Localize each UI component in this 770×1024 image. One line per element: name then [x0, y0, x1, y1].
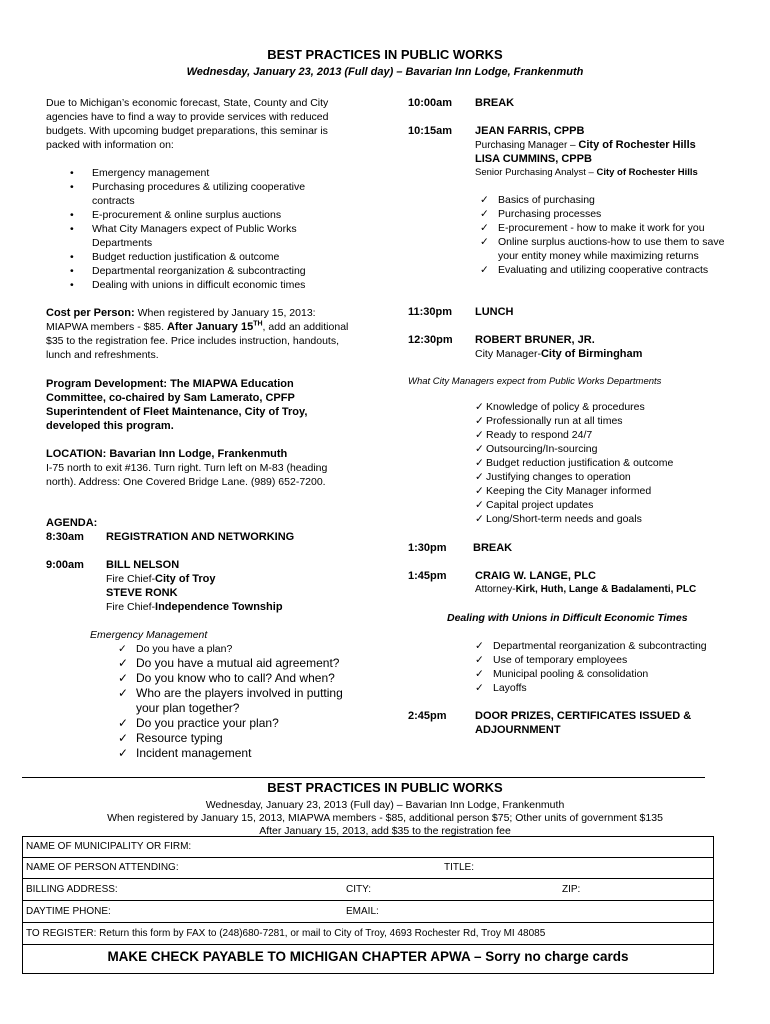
- city-managers-item: ✓ Keeping the City Manager informed: [475, 484, 735, 498]
- unions-list: [470, 639, 730, 695]
- cut-line: [22, 777, 705, 778]
- speaker-title: Senior Purchasing Analyst – City of Rochester Hills: [475, 167, 698, 178]
- event-subtitle: Wednesday, January 23, 2013 (Full day) – Bavarian Inn Lodge, Frankenmuth: [186, 66, 584, 78]
- topic-item: • Budget reduction justification & outcome: [46, 250, 336, 264]
- speaker-name: ROBERT BRUNER, JR.: [475, 334, 595, 346]
- cost-paragraph: [46, 306, 356, 362]
- cost-text-2: , add an additional $35 to the registration fee. Price includes instruction, handouts, lunch and refreshments.: [46, 321, 349, 361]
- speaker-name: JEAN FARRIS, CPPB: [475, 125, 585, 137]
- topics-list: [46, 166, 336, 292]
- purchasing-item: ✓ Basics of purchasing: [475, 193, 725, 207]
- emergency-item: ✓ Resource typing: [113, 731, 368, 746]
- topic-item: • E-procurement & online surplus auctions: [46, 208, 336, 222]
- speaker-name: CRAIG W. LANGE, PLC: [475, 570, 596, 582]
- municipality-row[interactable]: [22, 837, 714, 858]
- topic-item: • Purchasing procedures & utilizing cooperative contracts: [46, 180, 336, 208]
- registration-networking: REGISTRATION AND NETWORKING: [106, 531, 295, 543]
- city-managers-item: ✓ Professionally run at all times: [475, 414, 735, 428]
- intro-paragraph: Due to Michigan’s economic forecast, State, County and City agencies have to find a way to provide services with reduced budgets. With upcoming budget preparations, this seminar is packed with information on:: [46, 97, 329, 151]
- speaker-title: Fire Chief-City of Troy: [106, 573, 216, 585]
- purchasing-list: [475, 193, 725, 277]
- speaker-title: Purchasing Manager – City of Rochester Hills: [475, 139, 696, 151]
- unions-section-title: Dealing with Unions in Difficult Economic Times: [447, 612, 688, 624]
- form-title: BEST PRACTICES IN PUBLIC WORKS: [267, 780, 503, 795]
- unions-item: ✓ Departmental reorganization & subcontracting: [470, 639, 730, 653]
- emergency-item: ✓ Do you have a plan?: [113, 642, 368, 656]
- time-130: 1:30pm: [408, 542, 447, 554]
- speaker-name: BILL NELSON: [106, 559, 180, 571]
- phone-label: DAYTIME PHONE:: [26, 906, 111, 917]
- location-text: I-75 north to exit #136. Turn right. Turn left on M-83 (heading north). Address: One Covered Bridge Lane. (989) 652-7200.: [46, 462, 328, 488]
- topic-item: • Dealing with unions in difficult economic times: [46, 278, 336, 292]
- cost-after: After January 15: [166, 321, 254, 333]
- lunch-label: LUNCH: [475, 306, 514, 318]
- speaker-title: City Manager-City of Birmingham: [475, 348, 643, 360]
- page-title: BEST PRACTICES IN PUBLIC WORKS: [267, 47, 503, 62]
- break-label: BREAK: [475, 97, 515, 109]
- purchasing-item: ✓ E-procurement - how to make it work for you: [475, 221, 725, 235]
- emergency-section-title: Emergency Management: [90, 629, 208, 641]
- emergency-list-2: [113, 656, 368, 761]
- form-late-fee-line: After January 15, 2013, add $35 to the registration fee: [259, 825, 511, 837]
- topic-item: • Emergency management: [46, 166, 336, 180]
- title-label: TITLE:: [444, 862, 475, 873]
- unions-item: ✓ Use of temporary employees: [470, 653, 730, 667]
- time-1130: 11:30pm: [408, 306, 453, 318]
- municipality-label: NAME OF MUNICIPALITY OR FIRM:: [26, 841, 192, 852]
- speaker-name: LISA CUMMINS, CPPB: [475, 153, 592, 165]
- agenda-label: AGENDA:: [46, 517, 98, 529]
- city-managers-item: ✓ Justifying changes to operation: [475, 470, 735, 484]
- emergency-list: [113, 642, 368, 656]
- check-payable-note: MAKE CHECK PAYABLE TO MICHIGAN CHAPTER APWA – Sorry no charge cards: [107, 949, 629, 964]
- speaker-title: Attorney-Kirk, Huth, Lange & Badalamenti, PLC: [475, 584, 697, 595]
- billing-label: BILLING ADDRESS:: [26, 884, 118, 895]
- city-managers-section-title: What City Managers expect from Public Works Departments: [408, 376, 662, 387]
- break-label-2: BREAK: [473, 542, 513, 554]
- register-instructions: TO REGISTER: Return this form by FAX to (248)680-7281, or mail to City of Troy, 4693 Rochester Rd, Troy MI 48085: [26, 928, 546, 939]
- billing-row[interactable]: [22, 880, 714, 901]
- speaker-name: STEVE RONK: [106, 587, 178, 599]
- city-managers-item: ✓ Long/Short-term needs and goals: [475, 512, 735, 526]
- emergency-item: ✓ Do you practice your plan?: [113, 716, 368, 731]
- person-row[interactable]: [22, 858, 714, 879]
- city-managers-item: ✓ Knowledge of policy & procedures: [475, 400, 735, 414]
- phone-row[interactable]: [22, 902, 714, 923]
- unions-item: ✓ Layoffs: [470, 681, 730, 695]
- emergency-item: ✓ Incident management: [113, 746, 368, 761]
- cost-label: Cost per Person:: [46, 307, 135, 319]
- unions-item: ✓ Municipal pooling & consolidation: [470, 667, 730, 681]
- time-900: 9:00am: [46, 559, 84, 571]
- register-row: [22, 924, 714, 945]
- location-label: LOCATION: Bavarian Inn Lodge, Frankenmuth: [46, 448, 288, 460]
- form-date-line: Wednesday, January 23, 2013 (Full day) – Bavarian Inn Lodge, Frankenmuth: [205, 799, 565, 811]
- topic-item: • Departmental reorganization & subcontracting: [46, 264, 336, 278]
- program-development: Program Development: The MIAPWA Education Committee, co-chaired by Sam Lamerato, CPFP Superintendent of Fleet Maintenance, City of Troy, developed this program.: [46, 378, 308, 432]
- emergency-item: ✓ Do you have a mutual aid agreement?: [113, 656, 368, 671]
- zip-label: ZIP:: [562, 884, 581, 895]
- time-830: 8:30am: [46, 531, 84, 543]
- city-managers-item: ✓ Capital project updates: [475, 498, 735, 512]
- purchasing-item: ✓ Evaluating and utilizing cooperative contracts: [475, 263, 725, 277]
- time-1015: 10:15am: [408, 125, 453, 137]
- purchasing-item: ✓ Purchasing processes: [475, 207, 725, 221]
- purchasing-item: ✓ Online surplus auctions-how to use them to save your entity money while maximizing returns: [475, 235, 725, 263]
- city-managers-item: ✓ Ready to respond 24/7: [475, 428, 735, 442]
- emergency-item: ✓ Who are the players involved in putting your plan together?: [113, 686, 368, 716]
- city-managers-item: ✓ Budget reduction justification & outcome: [475, 456, 735, 470]
- city-label: CITY:: [346, 884, 372, 895]
- time-1230: 12:30pm: [408, 334, 453, 346]
- topic-item: • What City Managers expect of Public Works Departments: [46, 222, 336, 250]
- email-label: EMAIL:: [346, 906, 379, 917]
- cost-text: When registered by January 15, 2013: MIAPWA members - $85.: [46, 307, 316, 333]
- cost-sup: TH: [253, 320, 263, 328]
- city-managers-list: [475, 400, 735, 526]
- time-1000: 10:00am: [408, 97, 453, 109]
- time-245: 2:45pm: [408, 710, 447, 722]
- time-145: 1:45pm: [408, 570, 447, 582]
- person-label: NAME OF PERSON ATTENDING:: [26, 862, 179, 873]
- speaker-title: Fire Chief-Independence Township: [106, 601, 283, 613]
- emergency-item: ✓ Do you know who to call? And when?: [113, 671, 368, 686]
- form-price-line: When registered by January 15, 2013, MIAPWA members - $85, additional person $75; Other units of government $135: [107, 812, 663, 824]
- city-managers-item: ✓ Outsourcing/In-sourcing: [475, 442, 735, 456]
- door-prizes-adjournment: DOOR PRIZES, CERTIFICATES ISSUED & ADJOURNMENT: [475, 710, 692, 736]
